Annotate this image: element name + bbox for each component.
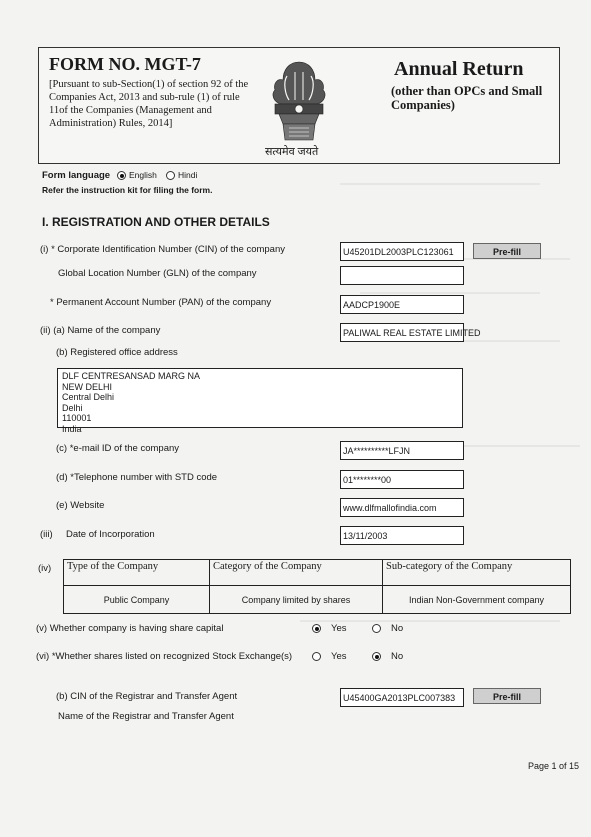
- pan-label: * Permanent Account Number (PAN) of the company: [50, 297, 272, 308]
- form-language-label: Form language: [42, 170, 111, 181]
- rta-cin-field[interactable]: U45400GA2013PLC007383: [340, 688, 464, 707]
- share-capital-label: (v) Whether company is having share capital: [36, 623, 224, 634]
- cin-label: (i) * Corporate Identification Number (CIN) of the company: [40, 244, 285, 255]
- rta-name-label: Name of the Registrar and Transfer Agent: [58, 711, 234, 722]
- website-field[interactable]: www.dlfmallofindia.com: [340, 498, 464, 517]
- section-title: I. REGISTRATION AND OTHER DETAILS: [42, 215, 270, 229]
- listed-yes-radio[interactable]: [312, 652, 321, 661]
- share-capital-yes-label: Yes: [331, 623, 347, 634]
- address-line: India: [62, 423, 82, 434]
- gln-label: Global Location Number (GLN) of the company: [58, 268, 257, 279]
- prefill-button[interactable]: Pre-fill: [473, 243, 541, 259]
- company-type-cell: Public Company: [64, 586, 210, 614]
- gln-field[interactable]: [340, 266, 464, 285]
- table-header: Type of the Company: [64, 560, 210, 586]
- address-line: DLF CENTRESANSAD MARG NA: [62, 371, 201, 381]
- hindi-radio[interactable]: [166, 171, 175, 180]
- listed-yes-label: Yes: [331, 651, 347, 662]
- email-field[interactable]: JA**********LFJN: [340, 441, 464, 460]
- table-header-row: [64, 560, 571, 586]
- listed-no-radio[interactable]: [372, 652, 381, 661]
- company-type-table: [63, 559, 571, 614]
- telephone-field[interactable]: 01********00: [340, 470, 464, 489]
- rta-prefill-button[interactable]: Pre-fill: [473, 688, 541, 704]
- listed-label: (vi) *Whether shares listed on recognized Stock Exchange(s): [36, 651, 293, 662]
- instruction-text: Refer the instruction kit for filing the form.: [42, 185, 213, 195]
- form-legal-reference: [Pursuant to sub-Section(1) of section 92 of the Companies Act, 2013 and sub-rule (1) of rule 11of the Companies (Management and Administration) Rules, 2014]: [49, 79, 249, 129]
- address-label: (b) Registered office address: [56, 347, 178, 358]
- address-line: NEW DELHI: [62, 381, 113, 392]
- page-title: Annual Return: [394, 58, 524, 80]
- doi-label: Date of Incorporation: [66, 529, 155, 540]
- cin-field[interactable]: U45201DL2003PLC123061: [340, 242, 464, 261]
- company-name-field[interactable]: PALIWAL REAL ESTATE LIMITED: [340, 323, 464, 342]
- doi-number: (iii): [40, 529, 53, 540]
- address-line: 110001: [62, 413, 92, 423]
- email-label: (c) *e-mail ID of the company: [56, 443, 180, 454]
- address-line: Central Delhi: [62, 392, 115, 402]
- incorporation-date-field[interactable]: 13/11/2003: [340, 526, 464, 545]
- telephone-label: (d) *Telephone number with STD code: [56, 472, 218, 483]
- page-number: Page 1 of 15: [528, 761, 580, 771]
- pan-field[interactable]: AADCP1900E: [340, 295, 464, 314]
- address-line: Delhi: [62, 402, 83, 413]
- form-number: FORM NO. MGT-7: [49, 54, 201, 74]
- share-capital-yes-radio[interactable]: [312, 624, 321, 633]
- share-capital-no-radio[interactable]: [372, 624, 381, 633]
- share-capital-no-label: No: [391, 623, 404, 634]
- page-subtitle: (other than OPCs and Small Companies): [391, 84, 543, 112]
- listed-no-label: No: [391, 651, 404, 662]
- table-header: Category of the Company: [210, 560, 383, 586]
- company-subcategory-cell: Indian Non-Government company: [383, 586, 571, 614]
- company-table-number: (iv): [38, 563, 52, 574]
- registered-address-field[interactable]: [57, 368, 463, 434]
- table-header: Sub-category of the Company: [383, 560, 571, 586]
- form-header: [38, 47, 560, 164]
- website-label: (e) Website: [56, 500, 105, 511]
- company-name-label: (ii) (a) Name of the company: [40, 325, 161, 336]
- english-radio[interactable]: [117, 171, 126, 180]
- rta-cin-label: (b) CIN of the Registrar and Transfer Agent: [56, 691, 238, 702]
- table-row: [64, 586, 571, 614]
- hindi-option-label: Hindi: [178, 170, 198, 180]
- company-category-cell: Company limited by shares: [210, 586, 383, 614]
- emblem-motto: सत्यमेव जयते: [265, 146, 319, 158]
- english-option-label: English: [129, 170, 157, 180]
